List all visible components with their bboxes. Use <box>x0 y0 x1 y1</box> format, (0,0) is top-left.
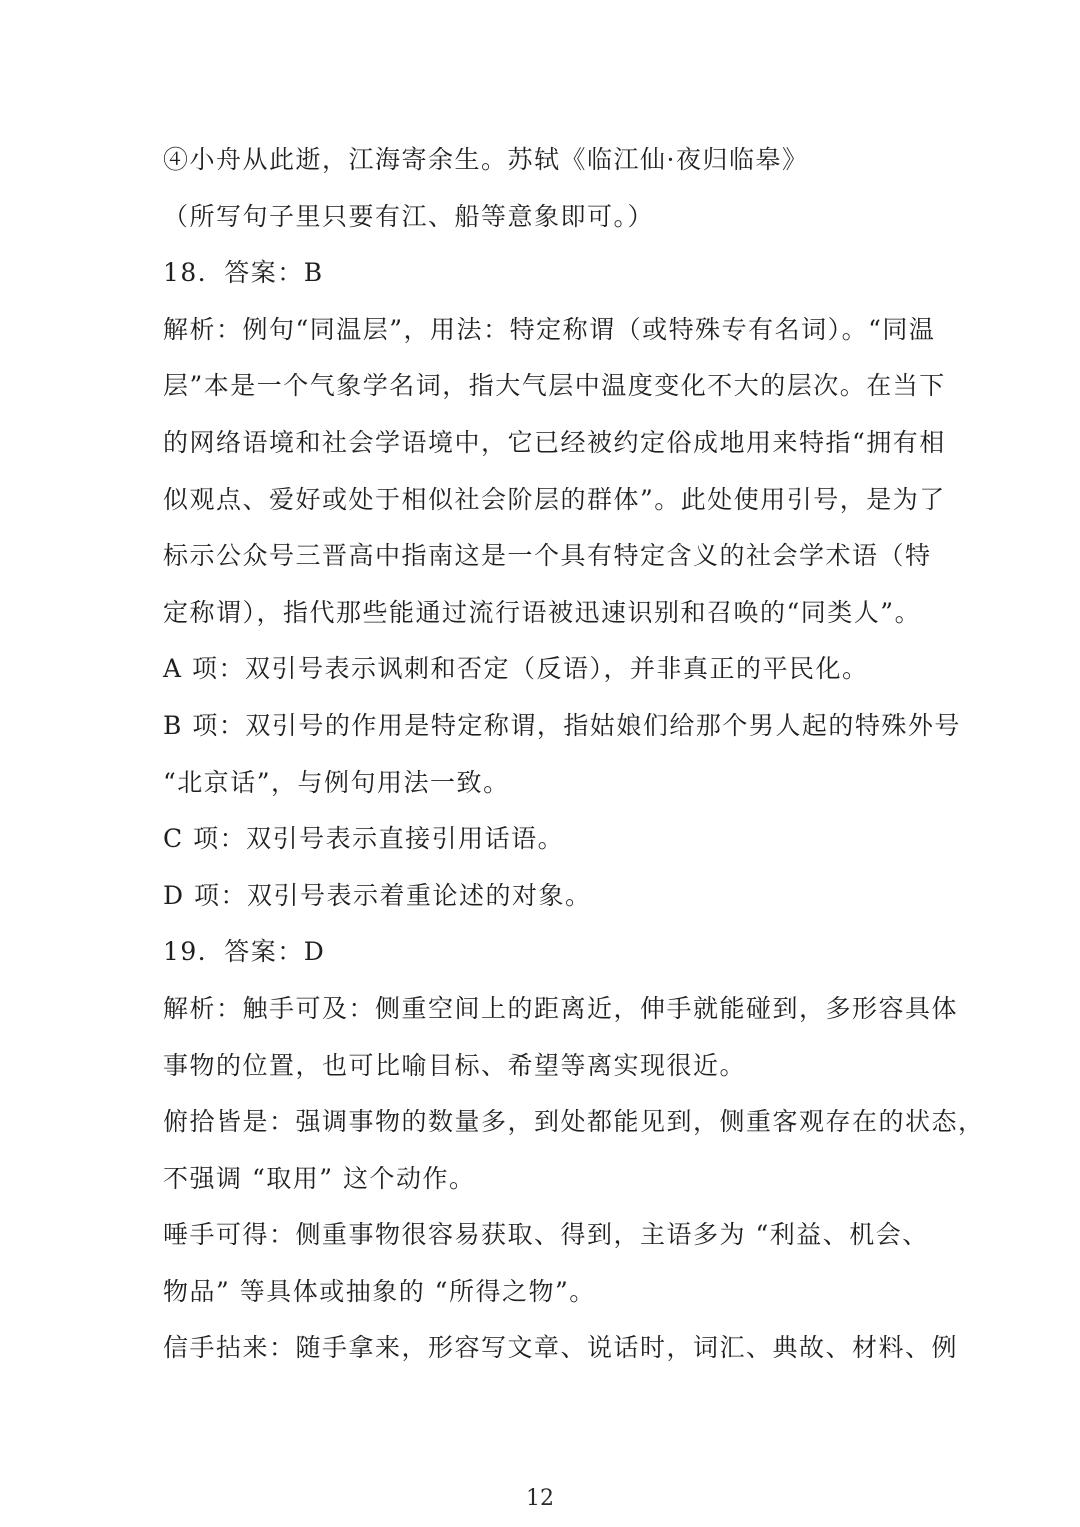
text-line: 标示公众号三晋高中指南这是一个具有特定含义的社会学术语（特 <box>163 541 932 571</box>
option-d-explanation: D 项：双引号表示着重论述的对象。 <box>163 880 592 910</box>
text-line: 俯拾皆是：强调事物的数量多，到处都能见到，侧重客观存在的状态， <box>163 1107 985 1137</box>
text-line: 唾手可得：侧重事物很容易获取、得到，主语多为 “利益、机会、 <box>163 1220 929 1250</box>
question-18-answer: 18．答案：B <box>163 258 324 288</box>
answer-text-block <box>163 132 985 1377</box>
option-c-explanation: C 项：双引号表示直接引用话语。 <box>163 824 565 854</box>
text-line: ④小舟从此逝，江海寄余生。苏轼《临江仙·夜归临皋》 <box>163 145 809 174</box>
text-line: 似观点、爱好或处于相似社会阶层的群体”。此处使用引号，是为了 <box>163 484 946 514</box>
text-line: 解析：触手可及：侧重空间上的距离近，伸手就能碰到，多形容具体 <box>163 993 959 1023</box>
question-19-answer: 19．答案：D <box>163 937 326 967</box>
text-line: 定称谓），指代那些能通过流行语被迅速识别和召唤的“同类人”。 <box>163 597 922 627</box>
text-line: 事物的位置，也可比喻目标、希望等离实现很近。 <box>163 1050 747 1080</box>
page-number: 12 <box>526 1486 554 1511</box>
text-line: 信手拈来：随手拿来，形容写文章、说话时，词汇、典故、材料、例 <box>163 1333 959 1363</box>
text-line: 物品” 等具体或抽象的 “所得之物”。 <box>163 1276 596 1306</box>
text-line: “北京话”，与例句用法一致。 <box>163 767 510 797</box>
text-line: 的网络语境和社会学语境中，它已经被约定俗成地用来特指“拥有相 <box>163 427 946 457</box>
text-line: （所写句子里只要有江、船等意象即可。） <box>163 201 655 231</box>
option-b-explanation: B 项：双引号的作用是特定称谓，指姑娘们给那个男人起的特殊外号 <box>163 710 961 740</box>
text-line: 解析：例句“同温层”，用法：特定称谓（或特殊专有名词）。“同温 <box>163 314 936 344</box>
text-line: 不强调 “取用” 这个动作。 <box>163 1163 476 1193</box>
text-line: 层”本是一个气象学名词，指大气层中温度变化不大的层次。在当下 <box>163 371 946 401</box>
option-a-explanation: A 项：双引号表示讽刺和否定（反语），并非真正的平民化。 <box>163 654 869 684</box>
